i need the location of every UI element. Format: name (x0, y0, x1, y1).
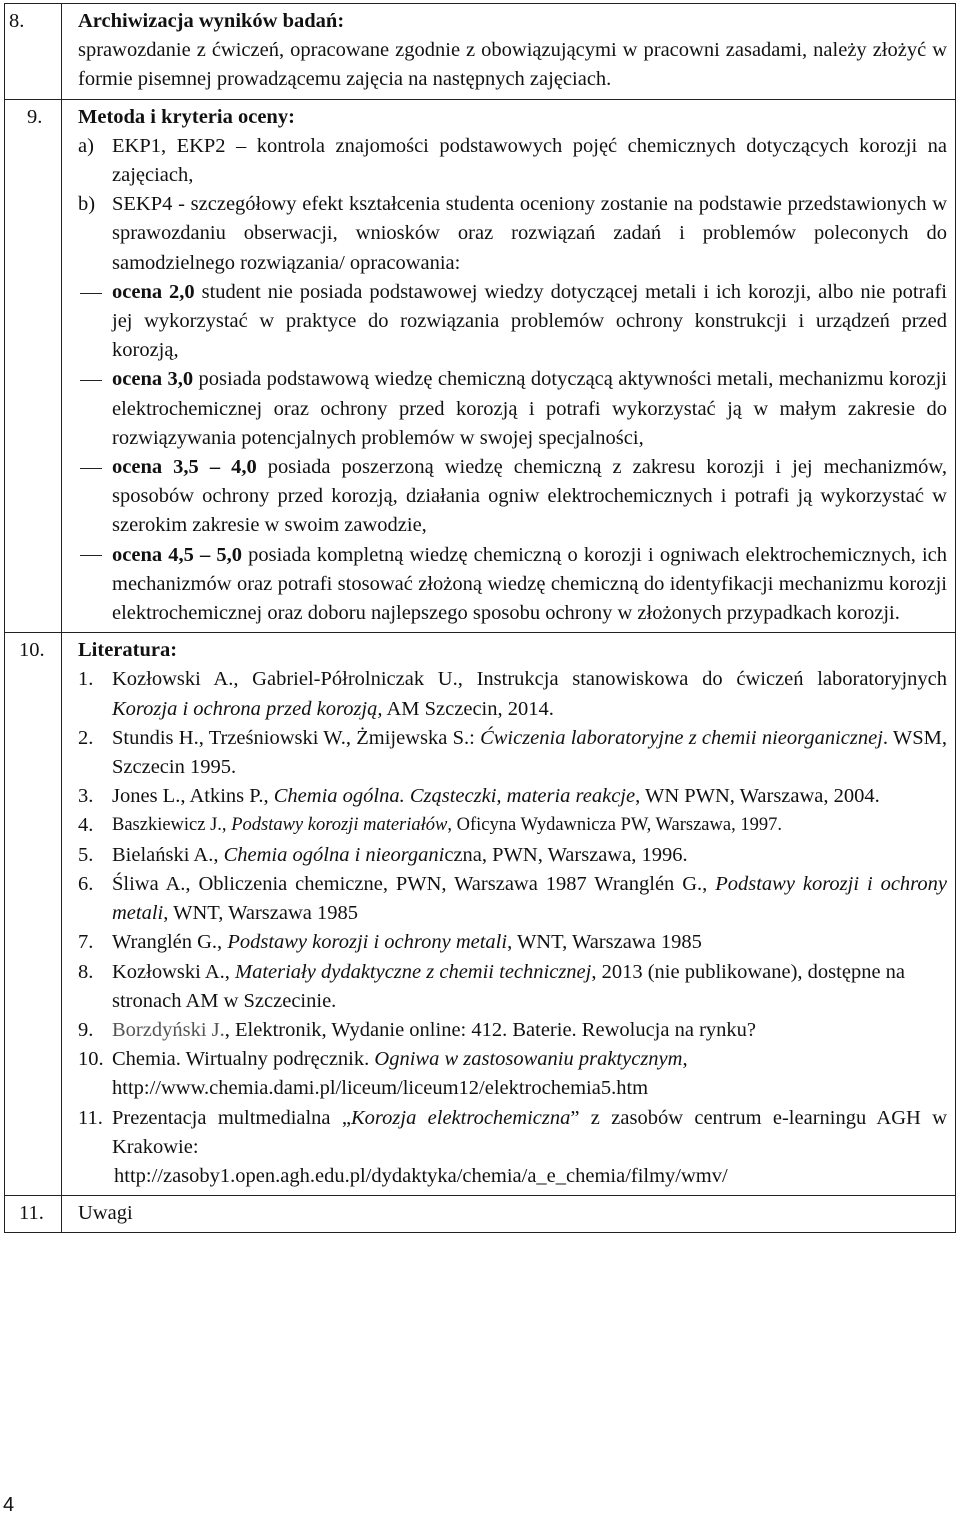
literature-title: Ćwiczenia laboratoryjne z chemii nieorganicznej (480, 726, 883, 749)
literature-number: 5. (78, 843, 94, 866)
grade-item (78, 365, 947, 453)
document-table (4, 3, 956, 1233)
literature-number: 4. (78, 814, 94, 837)
literature-text: Prezentacja multmedialna „ (112, 1106, 351, 1129)
section-row-10 (5, 633, 956, 1196)
literature-text: Kozłowski A., (112, 960, 235, 983)
literature-title: Podstawy korozji materiałów (231, 815, 448, 836)
literature-title: Chemia ogólna. Cząsteczki, materia reakcje (273, 785, 636, 808)
grade-item (78, 453, 947, 541)
literature-text: Kozłowski A., Gabriel-Półrolniczak U., Instrukcja stanowiskowa do ćwiczeń laboratoryjnych (112, 668, 947, 691)
literature-text: czna, PWN, Warszawa, 1996. (444, 843, 688, 866)
grade-item (78, 278, 947, 366)
literature-title: Materiały dydaktyczne z chemii technicznej (235, 960, 592, 983)
literature-link[interactable]: , http://www.chemia.dami.pl/liceum/liceum12/elektrochemia5.htm (112, 1048, 688, 1100)
dash-bullet (78, 365, 112, 453)
dash-bullet (78, 453, 112, 541)
literature-title: Korozja i ochrona przed korozją, (112, 697, 383, 720)
section-text: sprawozdanie z ćwiczeń, opracowane zgodnie z obowiązującymi w pracowni zasadami, należy złożyć w formie pisemnej prowadzącemu zajęcia na następnych zajęciach. (78, 39, 947, 91)
criteria-b (78, 190, 947, 278)
dash-bullet (78, 541, 112, 629)
grade-label: ocena 3,0 (112, 368, 194, 391)
criteria-a-text: EKP1, EKP2 – kontrola znajomości podstawowych pojęć chemicznych dotyczących korozji na zajęciach, (112, 134, 947, 187)
criteria-b-label: b) (78, 193, 96, 216)
grade-text: student nie posiada podstawowej wiedzy dotyczącej metali i ich korozji, albo nie potrafi jej wykorzystać w praktyce do rozwiązania problemów ochrony konstrukcji i urządzeń przed korozją, (112, 280, 947, 362)
literature-item (78, 870, 947, 928)
grade-text: posiada podstawową wiedzę chemiczną dotyczącą aktywności metali, mechanizmu korozji elektrochemicznej oraz ochrony przed korozją i potrafi wykorzystać ją w małym zakresie do rozwiązywania potencjalnych problemów w swojej specjalności, (112, 368, 948, 449)
section-number: 8. (5, 4, 62, 100)
literature-author: Borzdyński J. (112, 1018, 225, 1041)
literature-item (78, 1104, 947, 1162)
literature-title: Podstawy korozji i ochrony metali (112, 872, 947, 925)
section-row-11 (5, 1196, 956, 1233)
literature-text: . WSM, Szczecin 1995. (112, 726, 948, 779)
literature-item (78, 841, 947, 870)
criteria-a (78, 132, 947, 190)
section-row-9 (5, 99, 956, 633)
literature-number: 11. (78, 1106, 103, 1129)
literature-text: , WNT, Warszawa 1985 (163, 902, 358, 925)
literature-item (78, 1016, 947, 1045)
literature-text: Wranglén G., (112, 931, 228, 954)
literature-text: Jones L., Atkins P., (112, 785, 274, 808)
literature-title: Korozja elektrochemiczna (351, 1106, 571, 1129)
grade-label: ocena 4,5 – 5,0 (112, 543, 242, 566)
literature-text: ” z zasobów centrum e-learningu AGH w Krakowie: (112, 1106, 948, 1158)
literature-text: Baszkiewicz J., (112, 815, 232, 836)
literature-item (78, 928, 947, 957)
literature-item (78, 665, 947, 723)
literature-number: 7. (78, 931, 94, 954)
literature-title: Chemia ogólna i nieorgani (223, 843, 445, 866)
grade-text: posiada kompletną wiedzę chemiczną o korozji i ogniwach elektrochemicznych, ich mechanizmów oraz potrafi stosować złożoną wiedzę chemiczną do identyfikacji mechanizmu korozji elektrochemicznej oraz doboru najlepszego sposobu ochrony w złożonych przypadkach korozji. (112, 543, 947, 625)
section-number: 11. (5, 1196, 62, 1233)
criteria-b-text: SEKP4 - szczegółowy efekt kształcenia studenta oceniony zostanie na podstawie przedstawionych w sprawozdaniu obserwacji, wniosków oraz rozwiązań zadań i problemów poleconych do samodzielnego rozwiązania/ opracowania: (112, 193, 947, 274)
literature-text: Bielański A., (112, 843, 224, 866)
literature-number: 10. (78, 1048, 104, 1071)
literature-text: , Oficyna Wydawnicza PW, Warszawa, 1997. (447, 815, 782, 836)
dash-bullet (78, 278, 112, 366)
literature-title: Ogniwa w zastosowaniu praktycznym (374, 1048, 683, 1071)
literature-item (78, 958, 947, 1016)
grade-label: ocena 3,5 – 4,0 (112, 456, 257, 479)
literature-text: Śliwa A., Obliczenia chemiczne, PWN, Warszawa 1987 Wranglén G., (112, 872, 716, 895)
section-title: Literatura: (78, 639, 178, 662)
literature-text: , WNT, Warszawa 1985 (507, 931, 702, 954)
literature-number: 9. (78, 1018, 94, 1041)
literature-number: 8. (78, 960, 94, 983)
literature-number: 2. (78, 726, 94, 749)
literature-text: Stundis H., Trześniowski W., Żmijewska S.: (112, 726, 481, 749)
page-number: 4 (3, 1494, 15, 1516)
literature-text: , 2013 (nie publikowane), dostępne na stronach AM w Szczecinie. (112, 960, 906, 1012)
section-number: 9. (5, 99, 62, 633)
literature-text: Chemia. Wirtualny podręcznik. (112, 1048, 375, 1071)
literature-number: 1. (78, 668, 94, 691)
section-title: Archiwizacja wyników badań: (78, 10, 345, 32)
literature-number: 3. (78, 785, 94, 808)
grade-text: posiada poszerzoną wiedzę chemiczną z zakresu korozji i jej mechanizmów, sposobów ochrony przed korozją, działania ogniw elektrochemicznych i potrafi ją wykorzystać w szerokim zakresie w swoim zawodzie, (112, 456, 947, 537)
literature-item (78, 1045, 947, 1103)
section-row-8 (5, 4, 956, 100)
literature-item (78, 724, 947, 782)
literature-url[interactable]: http://zasoby1.open.agh.edu.pl/dydaktyka/chemia/a_e_chemia/filmy/wmv/ (114, 1164, 728, 1187)
literature-title: Podstawy korozji i ochrony metali (227, 931, 508, 954)
section-title: Metoda i kryteria oceny: (78, 105, 295, 128)
literature-text: , WN PWN, Warszawa, 2004. (635, 785, 880, 808)
grade-label: ocena 2,0 (112, 280, 195, 303)
section-title: Uwagi (78, 1202, 133, 1225)
literature-text: AM Szczecin, 2014. (382, 697, 554, 720)
grade-item (78, 541, 947, 629)
section-number: 10. (5, 633, 62, 1196)
literature-number: 6. (78, 872, 94, 895)
literature-item (78, 782, 947, 811)
literature-text: , Elektronik, Wydanie online: 412. Baterie. Rewolucja na rynku? (224, 1018, 756, 1041)
literature-item (78, 811, 947, 840)
criteria-a-label: a) (78, 134, 94, 157)
